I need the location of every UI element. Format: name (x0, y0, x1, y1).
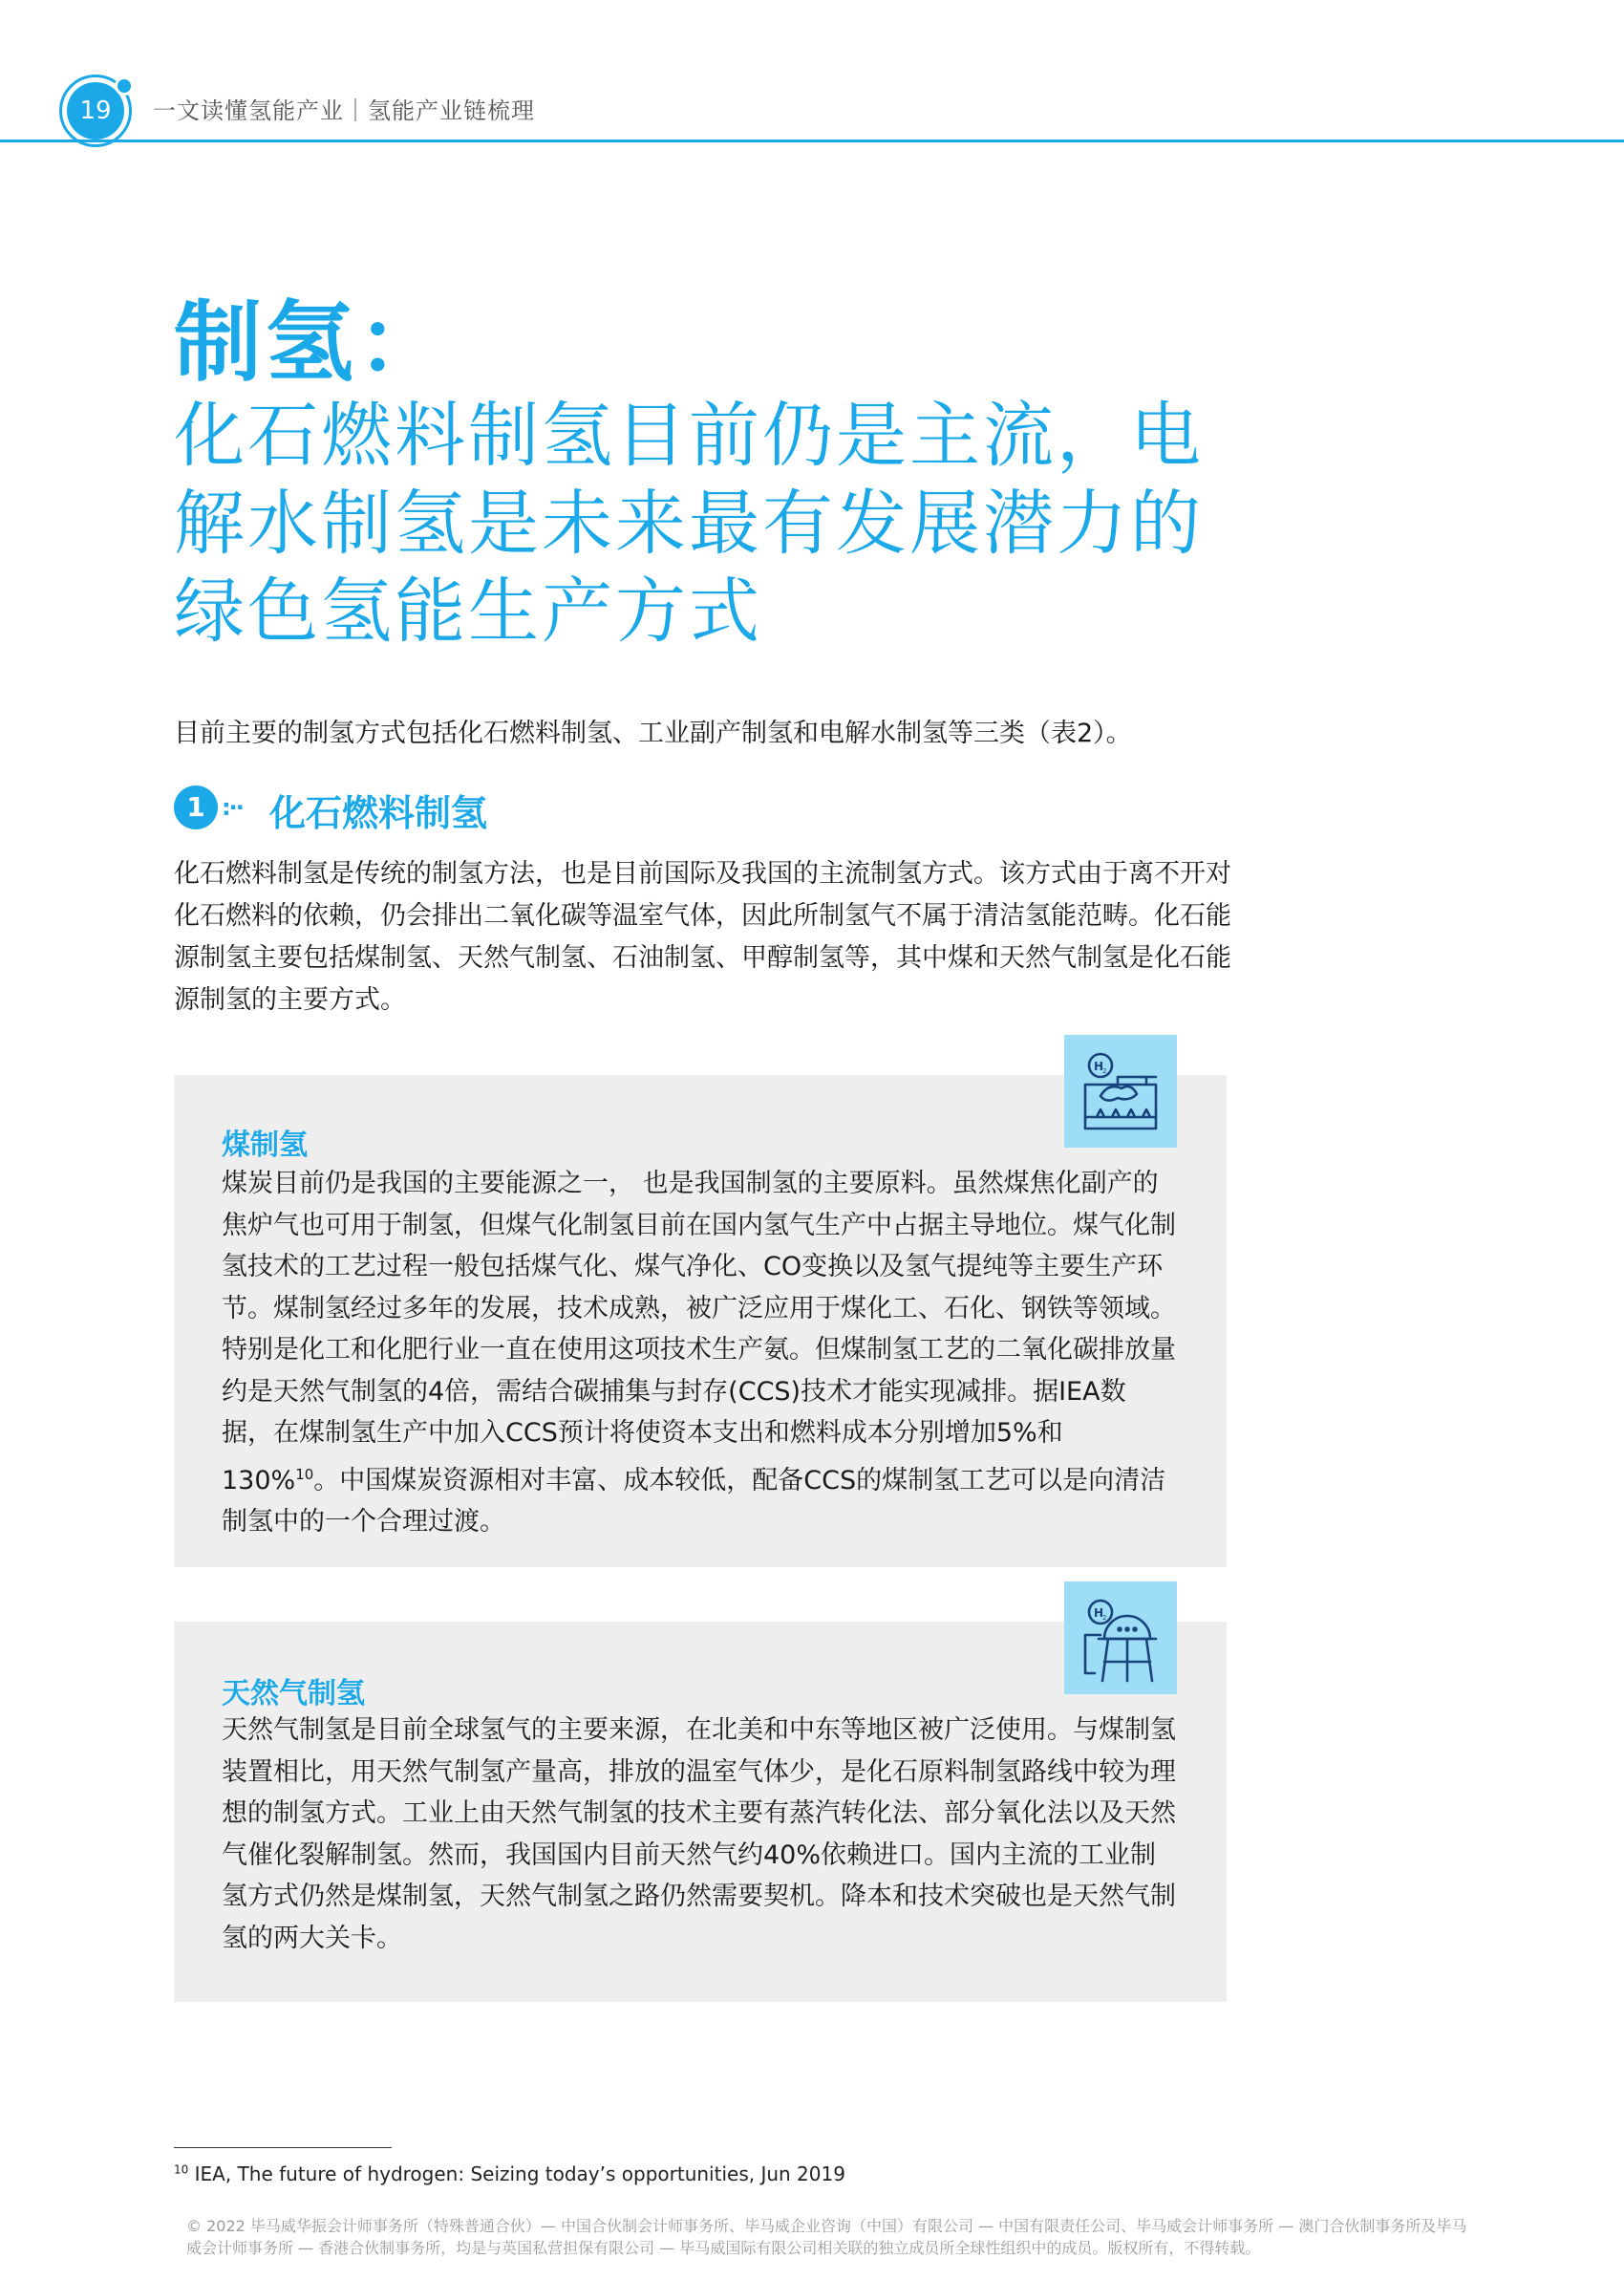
section-title: 化石燃料制氢 (269, 792, 488, 834)
svg-text:H: H (1094, 1606, 1104, 1620)
section-number-badge: 1 (174, 785, 218, 829)
section-dots-icon: :·· (222, 794, 243, 821)
coal-hydrogen-icon (1064, 1035, 1177, 1148)
footnote: $^{10}$ IEA, The future of hydrogen: Seizing today’s opportunities, Jun 2019 (174, 2162, 845, 2185)
natural-gas-hydrogen-icon (1064, 1581, 1177, 1694)
footnote-ref[interactable]: 10 (295, 1465, 314, 1483)
badge-dot-icon (115, 76, 134, 96)
page-number-badge (59, 75, 139, 155)
breadcrumb: 一文读懂氢能产业｜氢能产业链梳理 (153, 97, 535, 124)
svg-text:2: 2 (1102, 1067, 1107, 1075)
gas-box-heading: 天然气制氢 (222, 1677, 365, 1710)
copyright-notice: © 2022 毕马威华振会计师事务所（特殊普通合伙）— 中国合伙制会计师事务所、毕马威企业咨询（中国）有限公司 — 中国有限责任公司、毕马威会计师事务所 — 澳门合伙制事务所及毕马威会计师事务所 — 香港合伙制事务所，均是与英国私营担保有限公司 — 毕马威国际有限公司相关联的独立成员所全球性组织中的成员。版权所有，不得转载。 (186, 2217, 1467, 2257)
section-paragraph: 化石燃料制氢是传统的制氢方法，也是目前国际及我国的主流制氢方式。该方式由于离不开对化石燃料的依赖，仍会排出二氧化碳等温室气体，因此所制氢气不属于清洁氢能范畴。化石能源制氢主要包括煤制氢、天然气制氢、石油制氢、甲醇制氢等，其中煤和天然气制氢是化石能源制氢的主要方式。 (174, 859, 1231, 1015)
coal-box-heading: 煤制氢 (222, 1129, 308, 1162)
gas-box-text: 天然气制氢是目前全球氢气的主要来源，在北美和中东等地区被广泛使用。与煤制氢装置相比，用天然气制氢产量高，排放的温室气体少，是化石原料制氢路线中较为理想的制氢方式。工业上由天然气制氢的技术主要有蒸汽转化法、部分氧化法以及天然气催化裂解制氢。然而，我国国内目前天然气约40%依赖进口。国内主流的工业制氢方式仍然是煤制氢，天然气制氢之路仍然需要契机。降本和技术突破也是天然气制氢的两大关卡。 (222, 1715, 1176, 1953)
page-subtitle: 化石燃料制氢目前仍是主流，电解水制氢是未来最有发展潜力的绿色氢能生产方式 (174, 395, 1204, 653)
coal-box-text: 煤炭目前仍是我国的主要能源之一， 也是我国制氢的主要原料。虽然煤焦化副产的焦炉气也可用于制氢，但煤气化制氢目前在国内氢气生产中占据主导地位。煤气化制氢技术的工艺过程一般包括煤气化、煤气净化、CO变换以及氢气提纯等主要生产环节。煤制氢经过多年的发展，技术成熟，被广泛应用于煤化工、石化、钢铁等领域。特别是化工和化肥行业一直在使用这项技术生产氨。但煤制氢工艺的二氧化碳排放量约是天然气制氢的4倍，需结合碳捕集与封存(CCS)技术才能实现减排。据IEA数据，在煤制氢生产中加入CCS预计将使资本支出和燃料成本分别增加5%和130%$^{10}$。中国煤炭资源相对丰富、成本较低，配备CCS的煤制氢工艺可以是向清洁制氢中的一个合理过渡。 (222, 1169, 1176, 1537)
coal-hydrogen-box (174, 1075, 1227, 1567)
header-divider (0, 140, 1624, 142)
page-number: 19 (67, 82, 124, 140)
svg-text:H: H (1094, 1060, 1104, 1073)
footnote-divider (174, 2147, 392, 2148)
page-header (0, 0, 1624, 143)
intro-paragraph: 目前主要的制氢方式包括化石燃料制氢、工业副产制氢和电解水制氢等三类（表2）。 (174, 719, 1132, 748)
page-title: 制氢： (174, 291, 450, 394)
svg-text:2: 2 (1102, 1614, 1107, 1622)
